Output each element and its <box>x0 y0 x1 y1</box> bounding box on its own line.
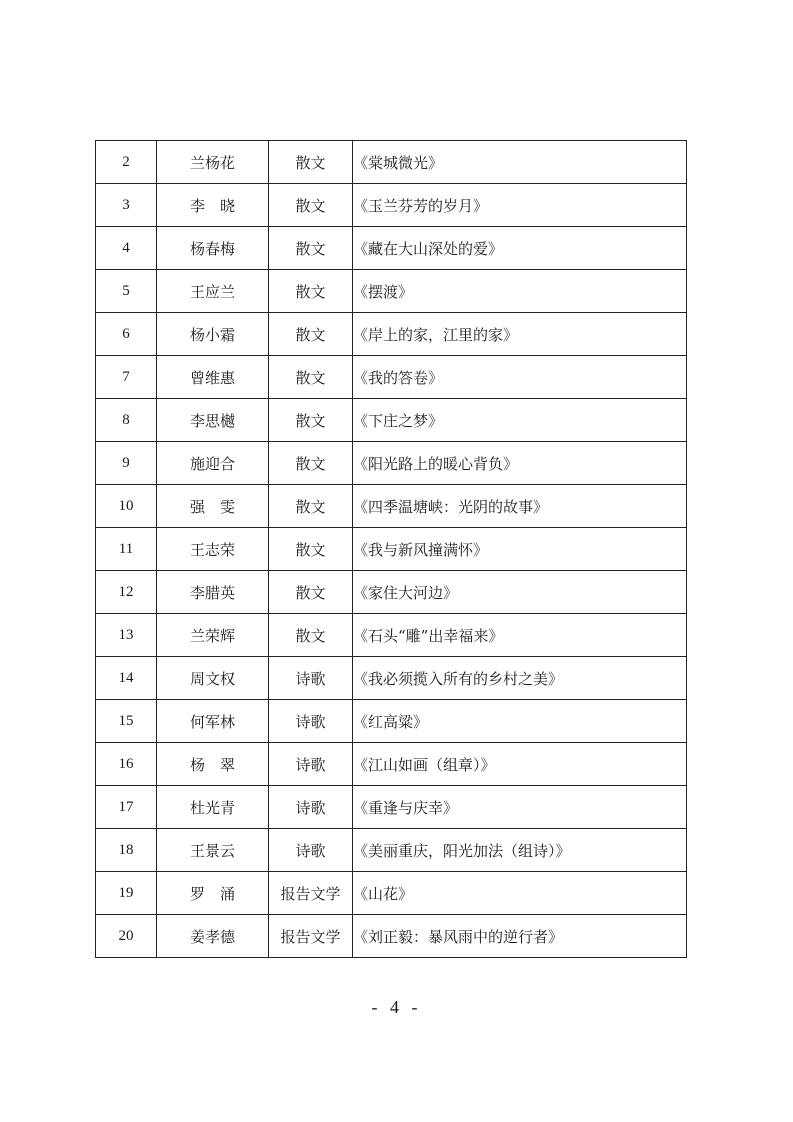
table-row <box>96 915 687 958</box>
genre: 报告文学 <box>269 915 353 958</box>
author-name: 王应兰 <box>157 270 269 313</box>
author-name: 王志荣 <box>157 528 269 571</box>
row-number: 12 <box>96 571 157 614</box>
row-number: 19 <box>96 872 157 915</box>
row-number: 15 <box>96 700 157 743</box>
page-number: - 4 - <box>371 997 422 1017</box>
genre: 散文 <box>269 528 353 571</box>
work-title: 《红高粱》 <box>353 700 687 743</box>
author-name: 李腊英 <box>157 571 269 614</box>
author-name: 罗 涌 <box>157 872 269 915</box>
genre: 散文 <box>269 356 353 399</box>
genre: 散文 <box>269 270 353 313</box>
row-number: 6 <box>96 313 157 356</box>
table-row <box>96 743 687 786</box>
row-number: 11 <box>96 528 157 571</box>
author-name: 姜孝德 <box>157 915 269 958</box>
row-number: 13 <box>96 614 157 657</box>
award-table-body <box>96 141 687 958</box>
row-number: 9 <box>96 442 157 485</box>
table-row <box>96 614 687 657</box>
genre: 诗歌 <box>269 657 353 700</box>
author-name: 杨春梅 <box>157 227 269 270</box>
table-row <box>96 399 687 442</box>
author-name: 李 晓 <box>157 184 269 227</box>
author-name: 兰杨花 <box>157 141 269 184</box>
genre: 散文 <box>269 614 353 657</box>
genre: 散文 <box>269 399 353 442</box>
author-name: 李思樾 <box>157 399 269 442</box>
work-title: 《下庄之梦》 <box>353 399 687 442</box>
table-row <box>96 786 687 829</box>
work-title: 《我必须揽入所有的乡村之美》 <box>353 657 687 700</box>
work-title: 《玉兰芬芳的岁月》 <box>353 184 687 227</box>
table-row <box>96 227 687 270</box>
row-number: 17 <box>96 786 157 829</box>
row-number: 18 <box>96 829 157 872</box>
table-row <box>96 442 687 485</box>
genre: 诗歌 <box>269 700 353 743</box>
author-name: 王景云 <box>157 829 269 872</box>
table-row <box>96 829 687 872</box>
row-number: 16 <box>96 743 157 786</box>
table-row <box>96 657 687 700</box>
row-number: 4 <box>96 227 157 270</box>
work-title: 《江山如画（组章）》 <box>353 743 687 786</box>
genre: 诗歌 <box>269 829 353 872</box>
row-number: 20 <box>96 915 157 958</box>
author-name: 强 雯 <box>157 485 269 528</box>
work-title: 《摆渡》 <box>353 270 687 313</box>
author-name: 兰荣辉 <box>157 614 269 657</box>
work-title: 《美丽重庆，阳光加法（组诗）》 <box>353 829 687 872</box>
table-row <box>96 184 687 227</box>
row-number: 8 <box>96 399 157 442</box>
genre: 散文 <box>269 141 353 184</box>
work-title: 《我与新风撞满怀》 <box>353 528 687 571</box>
work-title: 《重逢与庆幸》 <box>353 786 687 829</box>
work-title: 《阳光路上的暖心背负》 <box>353 442 687 485</box>
table-row <box>96 872 687 915</box>
row-number: 3 <box>96 184 157 227</box>
work-title: 《石头“雕”出幸福来》 <box>353 614 687 657</box>
table-row <box>96 356 687 399</box>
genre: 散文 <box>269 442 353 485</box>
author-name: 施迎合 <box>157 442 269 485</box>
genre: 散文 <box>269 313 353 356</box>
author-name: 周文权 <box>157 657 269 700</box>
genre: 诗歌 <box>269 786 353 829</box>
work-title: 《岸上的家，江里的家》 <box>353 313 687 356</box>
table-row <box>96 270 687 313</box>
genre: 散文 <box>269 485 353 528</box>
work-title: 《我的答卷》 <box>353 356 687 399</box>
row-number: 7 <box>96 356 157 399</box>
genre: 报告文学 <box>269 872 353 915</box>
work-title: 《家住大河边》 <box>353 571 687 614</box>
genre: 诗歌 <box>269 743 353 786</box>
work-title: 《山花》 <box>353 872 687 915</box>
award-table <box>95 140 687 958</box>
genre: 散文 <box>269 571 353 614</box>
work-title: 《藏在大山深处的爱》 <box>353 227 687 270</box>
work-title: 《棠城微光》 <box>353 141 687 184</box>
table-row <box>96 485 687 528</box>
table-row <box>96 571 687 614</box>
row-number: 10 <box>96 485 157 528</box>
author-name: 杨小霜 <box>157 313 269 356</box>
work-title: 《刘正毅：暴风雨中的逆行者》 <box>353 915 687 958</box>
table-row <box>96 700 687 743</box>
author-name: 曾维惠 <box>157 356 269 399</box>
table-row <box>96 528 687 571</box>
table-row <box>96 313 687 356</box>
table-row <box>96 141 687 184</box>
row-number: 14 <box>96 657 157 700</box>
row-number: 5 <box>96 270 157 313</box>
genre: 散文 <box>269 227 353 270</box>
work-title: 《四季温塘峡：光阴的故事》 <box>353 485 687 528</box>
genre: 散文 <box>269 184 353 227</box>
author-name: 杜光青 <box>157 786 269 829</box>
author-name: 何军林 <box>157 700 269 743</box>
author-name: 杨 翠 <box>157 743 269 786</box>
row-number: 2 <box>96 141 157 184</box>
